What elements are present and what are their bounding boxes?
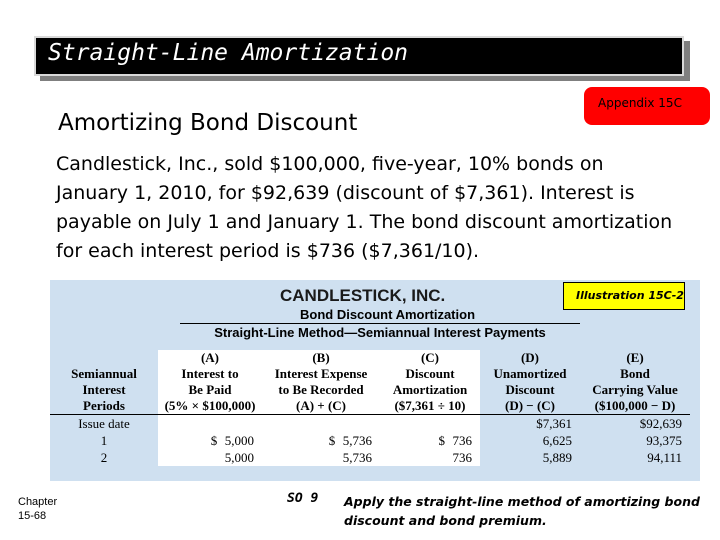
cell-d: 6,625 (480, 432, 580, 449)
value: 736 (452, 450, 472, 465)
col-header: ($7,361 ÷ 10) (380, 398, 480, 415)
slide-subtitle: Amortizing Bond Discount (58, 110, 358, 136)
table-row (50, 449, 690, 466)
illustration-subtitle: Bond Discount Amortization (300, 307, 476, 322)
value: 736 (452, 433, 472, 448)
illustration-label: Illustration 15C-2 (576, 289, 684, 302)
col-header: Interest Expense (262, 366, 380, 382)
cell-b (262, 432, 380, 449)
col-header: Interest (50, 382, 158, 398)
cell-d: 5,889 (480, 449, 580, 466)
value: 5,736 (342, 433, 372, 448)
col-header: Discount (480, 382, 580, 398)
value: 5,000 (224, 433, 254, 448)
chapter-label (18, 495, 57, 523)
col-header: Bond (580, 366, 690, 382)
study-objective-label: SO 9 (287, 491, 319, 506)
col-header: Be Paid (158, 382, 262, 398)
col-header: Interest to (158, 366, 262, 382)
illustration-company: CANDLESTICK, INC. (280, 286, 446, 305)
page-number: 15-68 (18, 510, 47, 522)
col-header: Amortization (380, 382, 480, 398)
table-header-line3 (50, 398, 690, 415)
col-header: ($100,000 − D) (580, 398, 690, 415)
col-header: to Be Recorded (262, 382, 380, 398)
cell-a (158, 415, 262, 433)
col-header-letter: (C) (380, 350, 480, 366)
cell-e: 93,375 (580, 432, 690, 449)
value: 5,000 (224, 450, 254, 465)
dollar-sign: $ (328, 433, 336, 448)
col-header: (5% × $100,000) (158, 398, 262, 415)
col-header-letter: (B) (262, 350, 380, 366)
dollar-sign: $ (210, 433, 218, 448)
illustration-badge (563, 282, 685, 310)
col-header: (A) + (C) (262, 398, 380, 415)
cell-e: 94,111 (580, 449, 690, 466)
col-header: Unamortized (480, 366, 580, 382)
chapter-word: Chapter (18, 496, 58, 508)
col-header-letter: (D) (480, 350, 580, 366)
table-header-line1 (50, 366, 690, 382)
table-header-line2 (50, 382, 690, 398)
cell-a (158, 449, 262, 466)
cell-b (262, 449, 380, 466)
col-header: Carrying Value (580, 382, 690, 398)
col-header: (D) − (C) (480, 398, 580, 415)
table-letter-row (50, 350, 690, 366)
col-header: Discount (380, 366, 480, 382)
body-paragraph: Candlestick, Inc., sold $100,000, five-year, 10% bonds on January 1, 2010, for $92,639 (discount of $7,361). Interest is payable on July 1 and January 1. The bond discount amortization for each interest period is $736 ($7,361/10). (56, 153, 673, 262)
cell-e: $92,639 (580, 415, 690, 433)
period-cell: 1 (50, 432, 158, 449)
col-header-letter (50, 350, 158, 366)
illustration-method: Straight-Line Method—Semiannual Interest Payments (180, 323, 580, 340)
table-row (50, 432, 690, 449)
cell-a (158, 432, 262, 449)
appendix-badge (584, 87, 710, 125)
cell-c (380, 415, 480, 433)
period-cell: 2 (50, 449, 158, 466)
cell-c (380, 449, 480, 466)
amortization-table (50, 350, 690, 466)
value: 5,736 (342, 450, 372, 465)
study-objective-text: Apply the straight-line method of amortizing bond discount and bond premium. (344, 494, 700, 528)
col-header-letter: (A) (158, 350, 262, 366)
slide-title: Straight-Line Amortization (48, 40, 409, 66)
col-header-letter: (E) (580, 350, 690, 366)
cell-c (380, 432, 480, 449)
cell-b (262, 415, 380, 433)
period-cell: Issue date (50, 415, 158, 433)
dollar-sign: $ (438, 433, 445, 448)
cell-d: $7,361 (480, 415, 580, 433)
col-header: Periods (50, 398, 158, 415)
table-row (50, 415, 690, 433)
col-header: Semiannual (50, 366, 158, 382)
appendix-label: Appendix 15C (598, 96, 682, 110)
